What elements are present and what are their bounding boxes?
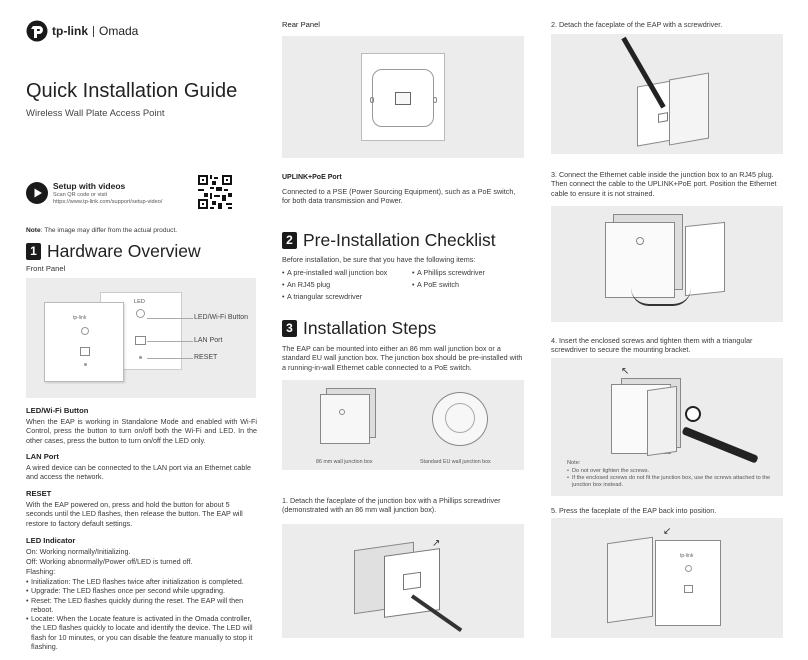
brand-divider: [93, 26, 94, 37]
step-2-text: 2. Detach the faceplate of the EAP with a screwdriver.: [551, 20, 723, 29]
note-label: Note: [26, 227, 41, 234]
section-3-heading: [282, 317, 436, 339]
led-button-title: LED/Wi-Fi Button: [26, 406, 89, 415]
arrow-icon: ↖: [621, 366, 630, 377]
uplink-text: Connected to a PSE (Power Sourcing Equipment), such as a PoE switch, for both data transmission and Power.: [282, 187, 516, 206]
uplink-title: UPLINK+PoE Port: [282, 174, 342, 181]
arrow-icon: ↙: [663, 526, 672, 537]
front-panel-label: Front Panel: [26, 264, 66, 273]
step-3-text: 3. Connect the Ethernet cable inside the junction box to an RJ45 plug. Then connect the cable to the UPLINK+PoE port. Position the Ethernet cable to ensure it is not strained.: [551, 170, 777, 198]
section-3-title: Installation Steps: [303, 317, 437, 338]
led-indicator-title: LED Indicator: [26, 536, 76, 545]
lan-callout-port: [135, 336, 146, 345]
eap-device-3: [685, 222, 725, 296]
box-eu-caption: Standard EU wall junction box: [420, 459, 491, 465]
section-1-heading: [26, 240, 201, 262]
checklist-intro: Before installation, be sure that you have the following items:: [282, 255, 476, 264]
rear-panel-figure: [282, 36, 524, 158]
install-intro: The EAP can be mounted into either an 86 mm wall junction box or a standard EU wall junction box. The junction box should be pre-installed with a running-in-wall Ethernet cable connected to a PoE switch.: [282, 344, 523, 372]
callout-line-3: [147, 358, 193, 359]
front-panel-figure: [26, 278, 256, 398]
led-callout-dot: [136, 309, 145, 318]
box-86mm-caption: 86 mm wall junction box: [316, 459, 373, 465]
wall-box-5: [607, 537, 653, 623]
flashing-label: Flashing:: [26, 567, 56, 576]
reset-callout: RESET: [194, 354, 218, 361]
list-item: • A pre-installed wall junction box: [282, 267, 407, 279]
setup-heading: Setup with videos: [53, 181, 126, 191]
page-subtitle: Wireless Wall Plate Access Point: [26, 108, 165, 119]
junction-box-3: [605, 222, 675, 298]
lan-port-text: A wired device can be connected to the LAN port via an Ethernet cable and access the network.: [26, 463, 251, 482]
checklist-right: [412, 267, 527, 291]
list-item: • Do not over tighten the screws.: [567, 468, 777, 475]
device-lan-port: [80, 347, 90, 356]
step-3-figure: [551, 206, 783, 322]
reset-text: With the EAP powered on, press and hold the button for about 5 seconds until the LED flashes, then release the button. The EAP will restore to factory default settings.: [26, 500, 243, 528]
step-4-figure: [551, 358, 783, 496]
brand-name: tp-link: [52, 24, 88, 38]
step-1-text: 1. Detach the faceplate of the junction box with a Phillips screwdriver (demonstrated with an 86 mm wall junction box).: [282, 496, 501, 515]
list-item: • A PoE switch: [412, 279, 527, 291]
setup-url[interactable]: https://www.tp-link.com/support/setup-video/: [53, 199, 163, 205]
step-5-figure: [551, 518, 783, 638]
list-item: • A Phillips screwdriver: [412, 267, 527, 279]
step-1-figure: [282, 524, 524, 638]
section-1-number: 1: [26, 243, 41, 260]
list-item: • An RJ45 plug: [282, 279, 407, 291]
qr-code-icon: [198, 175, 232, 209]
setup-video: [26, 180, 256, 210]
box-86mm: [320, 394, 370, 444]
device-reset-hole: [84, 363, 87, 366]
play-icon[interactable]: [26, 182, 48, 204]
lan-callout: LAN Port: [194, 337, 223, 344]
eap-final-logo: tp-link: [680, 553, 694, 559]
brand-sub: Omada: [99, 24, 139, 38]
arrow-icon: ↗: [432, 538, 441, 549]
note-text: : The image may differ from the actual product.: [40, 227, 178, 234]
step-4-notes: [567, 468, 777, 489]
brand-logo: [26, 20, 138, 42]
screwdriver-handle: [682, 426, 759, 463]
list-item: • Initialization: The LED flashes twice after initialization is completed.: [26, 577, 258, 586]
reset-callout-dot: [139, 356, 142, 359]
list-item: • If the enclosed screws do not fit the junction box, use the screws attached to the junction box instead.: [567, 475, 777, 489]
section-1-title: Hardware Overview: [47, 240, 201, 261]
section-2-title: Pre-Installation Checklist: [303, 229, 496, 250]
list-item: • Reset: The LED flashes quickly during the reset. The EAP will then reboot.: [26, 596, 258, 615]
eap-faceplate: [669, 72, 709, 145]
section-3-number: 3: [282, 320, 297, 337]
led-button-text: When the EAP is working in Standalone Mode and enabled with Wi-Fi Control, press the button to turn on/off both the Wi-Fi and LED. In the other cases, press the button to turn on/off the LED only.: [26, 417, 257, 445]
uplink-port: [395, 92, 411, 105]
section-2-heading: [282, 229, 496, 251]
step-4-text: 4. Insert the enclosed screws and tighten them with a triangular screwdriver to secure the mounting bracket.: [551, 336, 753, 355]
led-callout-label: LED: [134, 299, 145, 305]
section-2-number: 2: [282, 232, 297, 249]
box-eu: [432, 392, 488, 446]
rear-hole-left: [370, 97, 374, 103]
list-item: • A triangular screwdriver: [282, 291, 407, 303]
flash-list: [26, 577, 258, 651]
page-title: Quick Installation Guide: [26, 80, 238, 102]
device-led-button: [81, 327, 89, 335]
lan-port-title: LAN Port: [26, 452, 59, 461]
bracket-4: [647, 386, 677, 456]
list-item: • Upgrade: The LED flashes once per second while upgrading.: [26, 586, 258, 595]
setup-line1: Scan QR code or visit: [53, 192, 108, 198]
rear-hole-right: [433, 97, 437, 103]
callout-line-1: [147, 318, 193, 319]
callout-line-2: [147, 341, 193, 342]
eap-final: [655, 540, 721, 626]
step-4-note-label: Note:: [567, 460, 581, 466]
front-plate: [44, 302, 124, 382]
ethernet-cable: [631, 288, 691, 306]
led-off-text: Off: Working abnormally/Power off/LED is turned off.: [26, 557, 193, 566]
note: [26, 226, 177, 235]
led-on-text: On: Working normally/Initializing.: [26, 547, 131, 556]
step-5-text: 5. Press the faceplate of the EAP back into position.: [551, 506, 717, 515]
rear-panel-title: Rear Panel: [282, 20, 320, 29]
triangular-screwdriver: [685, 406, 701, 422]
reset-title: RESET: [26, 489, 52, 498]
checklist-left: [282, 267, 407, 303]
list-item: • Locate: When the Locate feature is activated in the Omada controller, the LED flashes quickly to locate and identify the device. The LED will flash for 10 minutes, or you can disable the feature manually to stop it flashing.: [26, 614, 258, 651]
led-button-callout: LED/Wi-Fi Button: [194, 314, 249, 321]
step-2-figure: [551, 34, 783, 154]
device-logo: tp-link: [73, 315, 87, 321]
junction-box-figure: [282, 380, 524, 470]
tp-link-logo-icon: [26, 20, 48, 42]
